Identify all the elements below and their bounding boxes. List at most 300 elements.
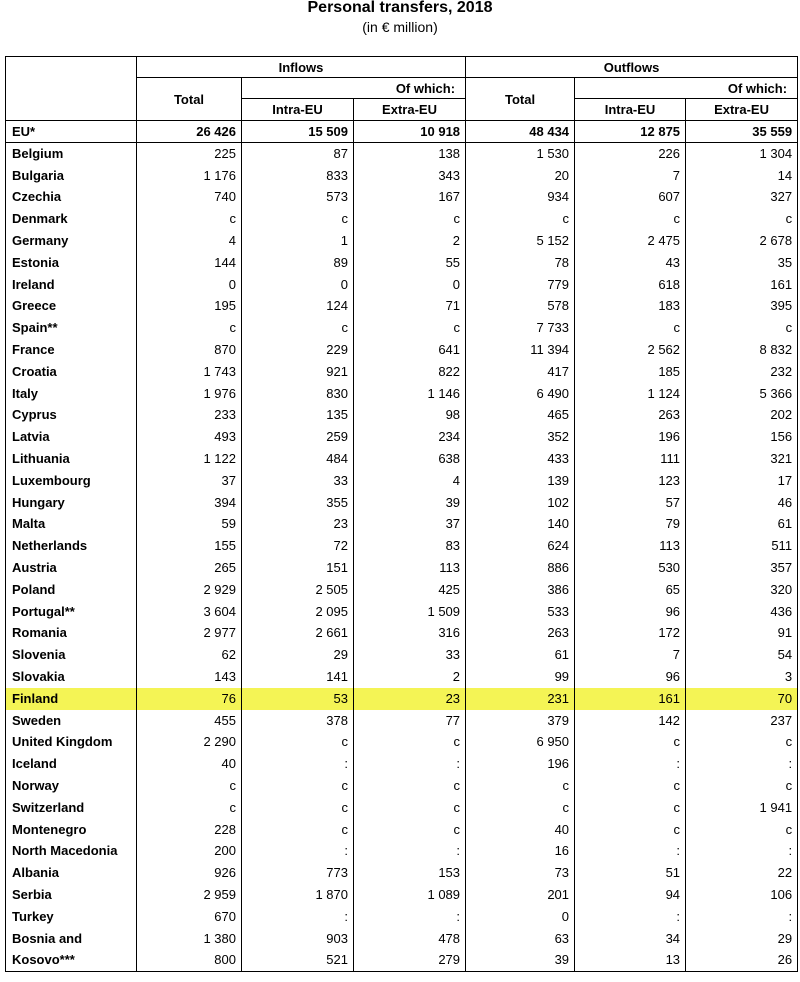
cell-inflows-intra-eu: :	[242, 906, 354, 928]
cell-inflows-extra-eu: 10 918	[354, 121, 466, 143]
cell-inflows-total: 59	[137, 514, 242, 536]
cell-inflows-total: 2 977	[137, 623, 242, 645]
cell-inflows-intra-eu: 89	[242, 252, 354, 274]
cell-inflows-extra-eu: 425	[354, 579, 466, 601]
cell-country: Albania	[6, 862, 137, 884]
cell-inflows-extra-eu: 234	[354, 426, 466, 448]
cell-inflows-intra-eu: 921	[242, 361, 354, 383]
cell-outflows-total: 386	[466, 579, 575, 601]
cell-inflows-extra-eu: 23	[354, 688, 466, 710]
cell-outflows-extra-eu: 26	[686, 949, 798, 971]
table-row	[6, 535, 798, 557]
cell-outflows-extra-eu: :	[686, 841, 798, 863]
cell-outflows-extra-eu: 1 304	[686, 143, 798, 165]
cell-inflows-intra-eu: 229	[242, 339, 354, 361]
cell-outflows-intra-eu: c	[575, 317, 686, 339]
cell-inflows-total: 62	[137, 644, 242, 666]
cell-country: Netherlands	[6, 535, 137, 557]
cell-outflows-total: 73	[466, 862, 575, 884]
cell-inflows-total: 2 929	[137, 579, 242, 601]
cell-outflows-total: 139	[466, 470, 575, 492]
cell-outflows-total: 78	[466, 252, 575, 274]
cell-outflows-intra-eu: 57	[575, 492, 686, 514]
cell-country: Norway	[6, 775, 137, 797]
cell-inflows-extra-eu: 167	[354, 187, 466, 209]
cell-country: North Macedonia	[6, 841, 137, 863]
cell-outflows-intra-eu: 183	[575, 296, 686, 318]
cell-outflows-intra-eu: 185	[575, 361, 686, 383]
cell-inflows-extra-eu: 343	[354, 165, 466, 187]
cell-outflows-total: 263	[466, 623, 575, 645]
table-body	[6, 121, 798, 972]
table-row	[6, 732, 798, 754]
cell-country: Spain**	[6, 317, 137, 339]
cell-inflows-total: 3 604	[137, 601, 242, 623]
cell-inflows-extra-eu: 279	[354, 949, 466, 971]
table-row-eu-total	[6, 121, 798, 143]
cell-outflows-extra-eu: c	[686, 208, 798, 230]
cell-outflows-extra-eu: 321	[686, 448, 798, 470]
cell-outflows-extra-eu: 106	[686, 884, 798, 906]
header-inflows-extra-eu: Extra-EU	[354, 99, 466, 121]
table-row	[6, 928, 798, 950]
table-row	[6, 623, 798, 645]
cell-outflows-total: 40	[466, 819, 575, 841]
cell-outflows-total: 352	[466, 426, 575, 448]
cell-country: Germany	[6, 230, 137, 252]
cell-inflows-extra-eu: 2	[354, 230, 466, 252]
cell-country: Slovakia	[6, 666, 137, 688]
table-row	[6, 710, 798, 732]
cell-inflows-intra-eu: 830	[242, 383, 354, 405]
cell-outflows-intra-eu: 43	[575, 252, 686, 274]
cell-inflows-extra-eu: 641	[354, 339, 466, 361]
cell-inflows-total: 26 426	[137, 121, 242, 143]
cell-inflows-intra-eu: c	[242, 797, 354, 819]
cell-outflows-extra-eu: c	[686, 775, 798, 797]
cell-outflows-total: 102	[466, 492, 575, 514]
cell-inflows-extra-eu: 478	[354, 928, 466, 950]
cell-inflows-extra-eu: 37	[354, 514, 466, 536]
cell-inflows-total: 1 176	[137, 165, 242, 187]
table-row	[6, 252, 798, 274]
cell-outflows-extra-eu: 161	[686, 274, 798, 296]
cell-outflows-total: 5 152	[466, 230, 575, 252]
cell-inflows-extra-eu: c	[354, 732, 466, 754]
cell-inflows-intra-eu: 124	[242, 296, 354, 318]
cell-outflows-intra-eu: 12 875	[575, 121, 686, 143]
cell-inflows-total: 76	[137, 688, 242, 710]
cell-outflows-intra-eu: :	[575, 841, 686, 863]
cell-outflows-extra-eu: 3	[686, 666, 798, 688]
cell-inflows-intra-eu: 0	[242, 274, 354, 296]
cell-outflows-intra-eu: :	[575, 753, 686, 775]
cell-inflows-extra-eu: 1 146	[354, 383, 466, 405]
cell-country: Poland	[6, 579, 137, 601]
cell-country: Serbia	[6, 884, 137, 906]
cell-outflows-total: c	[466, 775, 575, 797]
cell-inflows-extra-eu: :	[354, 753, 466, 775]
cell-inflows-extra-eu: 98	[354, 405, 466, 427]
cell-outflows-extra-eu: 156	[686, 426, 798, 448]
cell-inflows-intra-eu: :	[242, 753, 354, 775]
cell-outflows-extra-eu: 357	[686, 557, 798, 579]
cell-outflows-extra-eu: 54	[686, 644, 798, 666]
cell-inflows-extra-eu: c	[354, 819, 466, 841]
cell-outflows-extra-eu: 29	[686, 928, 798, 950]
cell-inflows-intra-eu: 903	[242, 928, 354, 950]
cell-inflows-total: 228	[137, 819, 242, 841]
cell-outflows-extra-eu: 327	[686, 187, 798, 209]
cell-inflows-total: 4	[137, 230, 242, 252]
cell-country: Bulgaria	[6, 165, 137, 187]
cell-country: Belgium	[6, 143, 137, 165]
table-row	[6, 884, 798, 906]
cell-inflows-extra-eu: 822	[354, 361, 466, 383]
cell-outflows-intra-eu: 96	[575, 601, 686, 623]
cell-country: Turkey	[6, 906, 137, 928]
cell-inflows-total: 144	[137, 252, 242, 274]
cell-country: Denmark	[6, 208, 137, 230]
cell-inflows-total: 195	[137, 296, 242, 318]
cell-outflows-total: 379	[466, 710, 575, 732]
cell-inflows-total: 394	[137, 492, 242, 514]
cell-outflows-extra-eu: 8 832	[686, 339, 798, 361]
cell-country: Romania	[6, 623, 137, 645]
header-outflows-intra-eu: Intra-EU	[575, 99, 686, 121]
cell-country: Latvia	[6, 426, 137, 448]
cell-inflows-intra-eu: 1	[242, 230, 354, 252]
cell-outflows-intra-eu: 196	[575, 426, 686, 448]
cell-outflows-total: 886	[466, 557, 575, 579]
cell-inflows-total: 800	[137, 949, 242, 971]
table-row	[6, 165, 798, 187]
cell-inflows-intra-eu: c	[242, 208, 354, 230]
cell-outflows-total: 417	[466, 361, 575, 383]
table-row	[6, 753, 798, 775]
cell-inflows-total: 37	[137, 470, 242, 492]
cell-inflows-total: 740	[137, 187, 242, 209]
header-outflows-total: Total	[466, 78, 575, 121]
header-corner	[6, 57, 137, 121]
cell-inflows-intra-eu: c	[242, 317, 354, 339]
cell-country: Estonia	[6, 252, 137, 274]
cell-outflows-extra-eu: 22	[686, 862, 798, 884]
cell-inflows-intra-eu: 2 505	[242, 579, 354, 601]
cell-country: Bosnia and	[6, 928, 137, 950]
cell-inflows-total: 926	[137, 862, 242, 884]
cell-outflows-intra-eu: 161	[575, 688, 686, 710]
cell-outflows-extra-eu: 70	[686, 688, 798, 710]
cell-outflows-extra-eu: 5 366	[686, 383, 798, 405]
cell-inflows-extra-eu: c	[354, 208, 466, 230]
cell-inflows-extra-eu: 0	[354, 274, 466, 296]
cell-outflows-intra-eu: 7	[575, 644, 686, 666]
cell-outflows-total: 48 434	[466, 121, 575, 143]
cell-inflows-total: 1 122	[137, 448, 242, 470]
cell-inflows-intra-eu: 355	[242, 492, 354, 514]
header-inflows: Inflows	[137, 57, 466, 78]
table-row	[6, 862, 798, 884]
table-header	[6, 57, 798, 121]
cell-outflows-total: 533	[466, 601, 575, 623]
cell-outflows-extra-eu: 17	[686, 470, 798, 492]
header-outflows: Outflows	[466, 57, 798, 78]
cell-outflows-extra-eu: 202	[686, 405, 798, 427]
cell-inflows-extra-eu: 71	[354, 296, 466, 318]
table-subtitle: (in € million)	[362, 19, 438, 35]
table-row	[6, 187, 798, 209]
cell-outflows-total: 465	[466, 405, 575, 427]
cell-outflows-intra-eu: 263	[575, 405, 686, 427]
cell-inflows-total: 493	[137, 426, 242, 448]
cell-inflows-extra-eu: 1 509	[354, 601, 466, 623]
cell-inflows-intra-eu: 259	[242, 426, 354, 448]
cell-inflows-extra-eu: 4	[354, 470, 466, 492]
cell-inflows-intra-eu: 72	[242, 535, 354, 557]
cell-inflows-extra-eu: :	[354, 906, 466, 928]
table-row	[6, 383, 798, 405]
table-row	[6, 426, 798, 448]
header-outflows-extra-eu: Extra-EU	[686, 99, 798, 121]
cell-inflows-total: 225	[137, 143, 242, 165]
cell-inflows-total: 143	[137, 666, 242, 688]
cell-outflows-total: 6 950	[466, 732, 575, 754]
cell-inflows-extra-eu: 77	[354, 710, 466, 732]
cell-inflows-extra-eu: 316	[354, 623, 466, 645]
cell-outflows-total: 231	[466, 688, 575, 710]
cell-outflows-intra-eu: c	[575, 732, 686, 754]
table-row	[6, 143, 798, 165]
cell-inflows-total: 265	[137, 557, 242, 579]
cell-outflows-intra-eu: c	[575, 797, 686, 819]
cell-outflows-intra-eu: 79	[575, 514, 686, 536]
cell-inflows-total: 2 959	[137, 884, 242, 906]
cell-inflows-intra-eu: 53	[242, 688, 354, 710]
cell-country: Hungary	[6, 492, 137, 514]
table-row	[6, 688, 798, 710]
cell-inflows-total: 670	[137, 906, 242, 928]
table-row	[6, 579, 798, 601]
cell-outflows-intra-eu: 123	[575, 470, 686, 492]
cell-outflows-extra-eu: c	[686, 819, 798, 841]
cell-outflows-total: 624	[466, 535, 575, 557]
cell-inflows-intra-eu: 773	[242, 862, 354, 884]
cell-outflows-extra-eu: 436	[686, 601, 798, 623]
cell-outflows-extra-eu: 511	[686, 535, 798, 557]
cell-inflows-extra-eu: 138	[354, 143, 466, 165]
cell-country: Austria	[6, 557, 137, 579]
cell-outflows-intra-eu: 65	[575, 579, 686, 601]
cell-outflows-extra-eu: 320	[686, 579, 798, 601]
cell-inflows-total: 233	[137, 405, 242, 427]
cell-country: Italy	[6, 383, 137, 405]
cell-outflows-intra-eu: 530	[575, 557, 686, 579]
cell-country: EU*	[6, 121, 137, 143]
table-row	[6, 296, 798, 318]
cell-outflows-total: 578	[466, 296, 575, 318]
cell-country: France	[6, 339, 137, 361]
cell-inflows-intra-eu: c	[242, 732, 354, 754]
cell-inflows-intra-eu: c	[242, 819, 354, 841]
cell-outflows-extra-eu: 2 678	[686, 230, 798, 252]
cell-inflows-total: 455	[137, 710, 242, 732]
cell-inflows-extra-eu: 2	[354, 666, 466, 688]
table-row	[6, 797, 798, 819]
cell-inflows-extra-eu: 83	[354, 535, 466, 557]
cell-country: Malta	[6, 514, 137, 536]
cell-outflows-total: 433	[466, 448, 575, 470]
cell-outflows-intra-eu: 96	[575, 666, 686, 688]
cell-outflows-intra-eu: 51	[575, 862, 686, 884]
cell-outflows-extra-eu: 237	[686, 710, 798, 732]
cell-outflows-intra-eu: 2 562	[575, 339, 686, 361]
table-row	[6, 339, 798, 361]
cell-outflows-intra-eu: 2 475	[575, 230, 686, 252]
cell-outflows-intra-eu: 142	[575, 710, 686, 732]
cell-country: Croatia	[6, 361, 137, 383]
cell-inflows-intra-eu: 484	[242, 448, 354, 470]
cell-inflows-intra-eu: c	[242, 775, 354, 797]
table-row	[6, 644, 798, 666]
cell-inflows-intra-eu: 378	[242, 710, 354, 732]
cell-outflows-total: c	[466, 208, 575, 230]
cell-inflows-intra-eu: 135	[242, 405, 354, 427]
cell-outflows-extra-eu: :	[686, 906, 798, 928]
cell-country: Kosovo***	[6, 949, 137, 971]
header-inflows-of-which: Of which:	[242, 78, 466, 99]
cell-inflows-intra-eu: 23	[242, 514, 354, 536]
cell-outflows-intra-eu: 113	[575, 535, 686, 557]
cell-country: Cyprus	[6, 405, 137, 427]
cell-outflows-intra-eu: c	[575, 775, 686, 797]
table-row	[6, 906, 798, 928]
cell-outflows-total: 7 733	[466, 317, 575, 339]
cell-inflows-total: 0	[137, 274, 242, 296]
table-row	[6, 841, 798, 863]
cell-outflows-total: 196	[466, 753, 575, 775]
cell-outflows-intra-eu: 226	[575, 143, 686, 165]
cell-country: Finland	[6, 688, 137, 710]
cell-inflows-total: 1 380	[137, 928, 242, 950]
cell-outflows-total: 201	[466, 884, 575, 906]
table-row	[6, 557, 798, 579]
cell-inflows-intra-eu: 2 661	[242, 623, 354, 645]
header-inflows-total: Total	[137, 78, 242, 121]
table-row	[6, 601, 798, 623]
cell-inflows-intra-eu: 151	[242, 557, 354, 579]
cell-inflows-total: c	[137, 317, 242, 339]
cell-outflows-intra-eu: 172	[575, 623, 686, 645]
cell-outflows-total: c	[466, 797, 575, 819]
cell-inflows-extra-eu: :	[354, 841, 466, 863]
cell-inflows-intra-eu: 2 095	[242, 601, 354, 623]
cell-outflows-extra-eu: 46	[686, 492, 798, 514]
cell-inflows-intra-eu: :	[242, 841, 354, 863]
cell-inflows-total: c	[137, 775, 242, 797]
table-row	[6, 949, 798, 971]
cell-inflows-intra-eu: 833	[242, 165, 354, 187]
table-row	[6, 317, 798, 339]
cell-outflows-total: 779	[466, 274, 575, 296]
table-row	[6, 775, 798, 797]
cell-outflows-total: 99	[466, 666, 575, 688]
cell-outflows-total: 20	[466, 165, 575, 187]
cell-inflows-total: 40	[137, 753, 242, 775]
table-row	[6, 819, 798, 841]
cell-country: Greece	[6, 296, 137, 318]
cell-outflows-extra-eu: 232	[686, 361, 798, 383]
cell-outflows-extra-eu: 395	[686, 296, 798, 318]
table-row	[6, 666, 798, 688]
cell-inflows-total: 155	[137, 535, 242, 557]
table-row	[6, 514, 798, 536]
header-inflows-intra-eu: Intra-EU	[242, 99, 354, 121]
cell-inflows-total: c	[137, 208, 242, 230]
cell-outflows-intra-eu: 13	[575, 949, 686, 971]
cell-outflows-extra-eu: 91	[686, 623, 798, 645]
cell-inflows-intra-eu: 521	[242, 949, 354, 971]
cell-outflows-intra-eu: c	[575, 819, 686, 841]
table-row	[6, 470, 798, 492]
table-row	[6, 230, 798, 252]
cell-outflows-intra-eu: 607	[575, 187, 686, 209]
cell-inflows-total: 200	[137, 841, 242, 863]
cell-country: Switzerland	[6, 797, 137, 819]
table-row	[6, 492, 798, 514]
table-title: Personal transfers, 2018	[307, 0, 493, 16]
cell-country: Sweden	[6, 710, 137, 732]
cell-inflows-extra-eu: 638	[354, 448, 466, 470]
cell-outflows-extra-eu: 61	[686, 514, 798, 536]
cell-inflows-extra-eu: 33	[354, 644, 466, 666]
cell-country: Slovenia	[6, 644, 137, 666]
cell-outflows-intra-eu: 111	[575, 448, 686, 470]
cell-outflows-intra-eu: 618	[575, 274, 686, 296]
cell-outflows-intra-eu: 94	[575, 884, 686, 906]
cell-inflows-intra-eu: 87	[242, 143, 354, 165]
cell-inflows-extra-eu: c	[354, 317, 466, 339]
cell-inflows-total: 870	[137, 339, 242, 361]
cell-outflows-intra-eu: :	[575, 906, 686, 928]
cell-country: Lithuania	[6, 448, 137, 470]
cell-country: Ireland	[6, 274, 137, 296]
table-row	[6, 208, 798, 230]
cell-outflows-extra-eu: 1 941	[686, 797, 798, 819]
cell-country: Iceland	[6, 753, 137, 775]
cell-inflows-intra-eu: 33	[242, 470, 354, 492]
cell-outflows-extra-eu: 35 559	[686, 121, 798, 143]
table-row	[6, 448, 798, 470]
cell-inflows-intra-eu: 573	[242, 187, 354, 209]
cell-inflows-total: c	[137, 797, 242, 819]
header-outflows-of-which: Of which:	[575, 78, 798, 99]
cell-outflows-intra-eu: 1 124	[575, 383, 686, 405]
cell-outflows-intra-eu: 7	[575, 165, 686, 187]
cell-inflows-intra-eu: 29	[242, 644, 354, 666]
cell-outflows-intra-eu: c	[575, 208, 686, 230]
table-row	[6, 274, 798, 296]
cell-outflows-total: 1 530	[466, 143, 575, 165]
cell-outflows-total: 6 490	[466, 383, 575, 405]
cell-outflows-total: 63	[466, 928, 575, 950]
cell-country: Portugal**	[6, 601, 137, 623]
cell-inflows-extra-eu: c	[354, 797, 466, 819]
cell-country: Montenegro	[6, 819, 137, 841]
cell-outflows-total: 0	[466, 906, 575, 928]
cell-inflows-extra-eu: 113	[354, 557, 466, 579]
cell-inflows-intra-eu: 1 870	[242, 884, 354, 906]
